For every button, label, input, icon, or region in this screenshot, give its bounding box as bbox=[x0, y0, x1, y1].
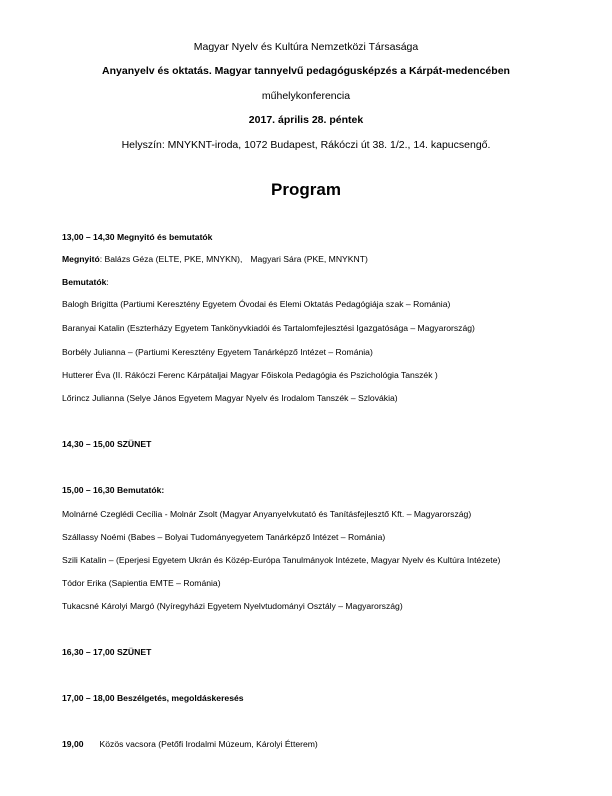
program-title: Program bbox=[271, 180, 341, 199]
organization-name: Magyar Nyelv és Kultúra Nemzetközi Társasága bbox=[193, 41, 419, 53]
discussion: 17,00 – 18,00 Beszélgetés, megoldáskeresés bbox=[62, 693, 244, 703]
list-item: Tukacsné Károlyi Margó (Nyíregyházi Egyetem Nyelvtudományi Osztály – Magyarország) bbox=[62, 601, 403, 611]
opening-speaker-1: : Balázs Géza (ELTE, PKE, MNYKN), bbox=[99, 254, 243, 264]
dinner-line bbox=[62, 738, 318, 750]
list-item: Borbély Julianna – (Partiumi Keresztény Egyetem Tanárképző Intézet – Románia) bbox=[62, 347, 373, 357]
list-item: Balogh Brigitta (Partiumi Keresztény Egyetem Óvodai és Elemi Oktatás Pedagógiája szak – Románia) bbox=[62, 299, 451, 309]
break-1: 14,30 – 15,00 SZÜNET bbox=[62, 439, 152, 449]
opening-label: Megnyitó bbox=[62, 254, 100, 264]
list-item: Tódor Erika (Sapientia EMTE – Románia) bbox=[62, 578, 221, 588]
presentations-heading bbox=[62, 276, 109, 288]
session-1-heading: 13,00 – 14,30 Megnyitó és bemutatók bbox=[62, 232, 213, 242]
list-item: Szállassy Noémi (Babes – Bolyai Tudományegyetem Tanárképző Intézet – Románia) bbox=[62, 532, 386, 542]
conference-title: Anyanyelv és oktatás. Magyar tannyelvű pedagógusképzés a Kárpát-medencében bbox=[102, 65, 510, 77]
presentations-label: Bemutatók bbox=[62, 277, 107, 287]
dinner-time: 19,00 bbox=[62, 739, 84, 749]
event-type: műhelykonferencia bbox=[261, 90, 351, 102]
list-item: Hutterer Éva (II. Rákóczi Ferenc Kárpátaljai Magyar Főiskola Pedagógia és Pszichológia Tanszék ) bbox=[62, 370, 438, 380]
presentations-colon: : bbox=[106, 277, 109, 287]
list-item: Szili Katalin – (Eperjesi Egyetem Ukrán és Közép-Európa Tanulmányok Intézete, Magyar Nyelv és Kultúra Intézete) bbox=[62, 555, 501, 565]
opening-speaker-2: Magyari Sára (PKE, MNYKNT) bbox=[250, 254, 368, 264]
list-item: Molnárné Czeglédi Cecília - Molnár Zsolt (Magyar Anyanyelvkutató és Tanításfejlesztő Kft. – Magyarország) bbox=[62, 509, 472, 519]
session-2-heading: 15,00 – 16,30 Bemutatók: bbox=[62, 485, 165, 495]
list-item: Baranyai Katalin (Eszterházy Egyetem Tankönyvkiadói és Tartalomfejlesztési Igazgatósága – Magyarország) bbox=[62, 323, 475, 333]
list-item: Lőrincz Julianna (Selye János Egyetem Magyar Nyelv és Irodalom Tanszék – Szlovákia) bbox=[62, 393, 398, 403]
dinner-text: Közös vacsora (Petőfi Irodalmi Múzeum, Károlyi Étterem) bbox=[99, 739, 318, 749]
venue: Helyszín: MNYKNT-iroda, 1072 Budapest, Rákóczi út 38. 1/2., 14. kapucsengő. bbox=[121, 139, 491, 151]
opening-line bbox=[62, 253, 368, 265]
event-date: 2017. április 28. péntek bbox=[248, 114, 364, 126]
break-2: 16,30 – 17,00 SZÜNET bbox=[62, 647, 152, 657]
